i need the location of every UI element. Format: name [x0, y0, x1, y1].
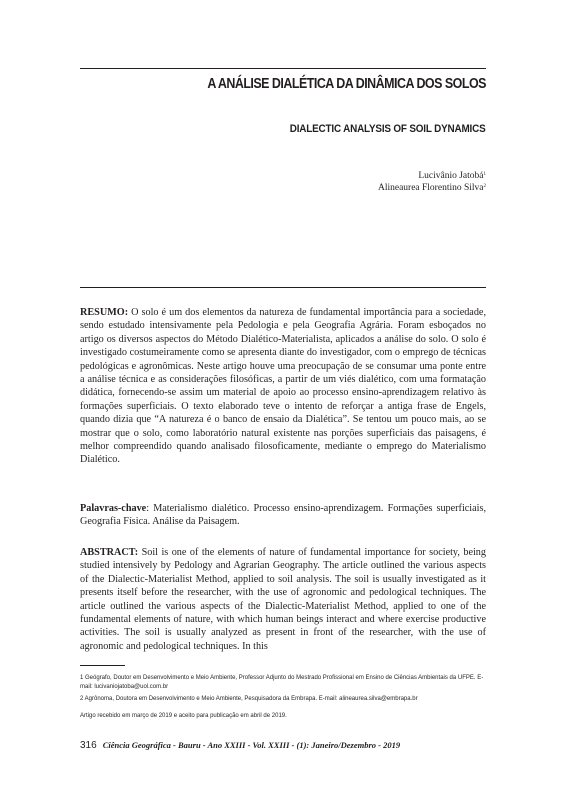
page-number: 316	[80, 740, 97, 751]
keywords-paragraph	[80, 502, 486, 529]
received-note: Artigo recebido em março de 2019 e aceito para publicação em abril de 2019.	[80, 713, 287, 719]
footnote-1: 1 Geógrafo, Doutor em Desenvolvimento e Meio Ambiente, Professor Adjunto do Mestrado Profissional em Ensino de Ciências Ambientais da UFPE. E-mail: lucivaniojatoba@uol.com.br	[80, 675, 484, 691]
page-footer	[80, 740, 400, 751]
abstract-paragraph	[80, 546, 486, 653]
journal-citation: Ciência Geográfica - Bauru - Ano XXIII - Vol. XXIII - (1): Janeiro/Dezembro - 2019	[102, 740, 401, 750]
section-rule	[80, 287, 486, 288]
author-list	[378, 170, 486, 194]
author-name: Alineaurea Florentino Silva	[377, 183, 484, 193]
author-mark: 2	[483, 184, 486, 189]
footnote-2: 2 Agrônoma, Doutora em Desenvolvimento e Meio Ambiente, Pesquisadora da Embrapa. E-mail: alineaurea.silva@embrapa.br	[80, 696, 418, 702]
author-2	[378, 182, 486, 194]
keywords-text: : Materialismo dialético. Processo ensino-aprendizagem. Formações superficiais, Geografia Física. Análise da Paisagem.	[80, 503, 486, 528]
author-name: Lucivânio Jatobá	[418, 171, 484, 181]
resumo-text: O solo é um dos elementos da natureza de fundamental importância para a sociedade, sendo estudado intensivamente pela Pedologia e pela Geografia Agrária. Foram esboçados no artigo os diversos aspectos do Método Dialético-Materialista, aplicados a análise do solo. O solo é investigado costumeiramente como se apresenta diante do investigador, com o emprego de técnicas pedológicas e agronômicas. Neste artigo houve uma preocupação de se consumar uma ponte entre a análise técnica e as considerações filosóficas, a partir de um viés dialético, com uma formatação didática, fornecendo-se assim um material de apoio ao processo ensino-aprendizagem relativo às formações superficiais. O texto elaborado teve o intento de reforçar a antiga frase de Engels, quando dizia que “A natureza é o banco de ensaio da Dialética”. Se tentou um pouco mais, ao se mostrar que o solo, como laboratório natural existente nas porções superficiais das paisagens, é melhor compreendido quando analisado filosoficamente, mediante o emprego do Materialismo Dialético.	[80, 307, 486, 466]
top-rule	[80, 68, 486, 69]
footnote-rule	[80, 665, 125, 666]
resumo-label: RESUMO:	[80, 307, 129, 318]
author-mark: 1	[483, 172, 486, 177]
article-title: A ANÁLISE DIALÉTICA DA DINÂMICA DOS SOLOS	[207, 76, 486, 92]
keywords-label: Palavras-chave	[80, 503, 147, 514]
author-1	[378, 170, 486, 182]
article-subtitle: DIALECTIC ANALYSIS OF SOIL DYNAMICS	[290, 123, 486, 135]
resumo-paragraph	[80, 306, 486, 467]
abstract-text: Soil is one of the elements of nature of fundamental importance for society, being studied intensively by Pedology and Agrarian Geography. The article outlined the various aspects of the Dialectic-Materialist Method, applied to soil analysis. The soil is usually investigated as it presents itself before the researcher, with the use of agronomic and pedological techniques. The article outlined the various aspects of the Dialectic-Materialist Method, applied to one of the fundamental elements of nature, with which human beings interact and where exercise productive activities. The soil is usually analyzed as present in front of the researcher, with the use of agronomic and pedological techniques. In this	[80, 547, 486, 652]
abstract-label: ABSTRACT:	[80, 547, 139, 558]
